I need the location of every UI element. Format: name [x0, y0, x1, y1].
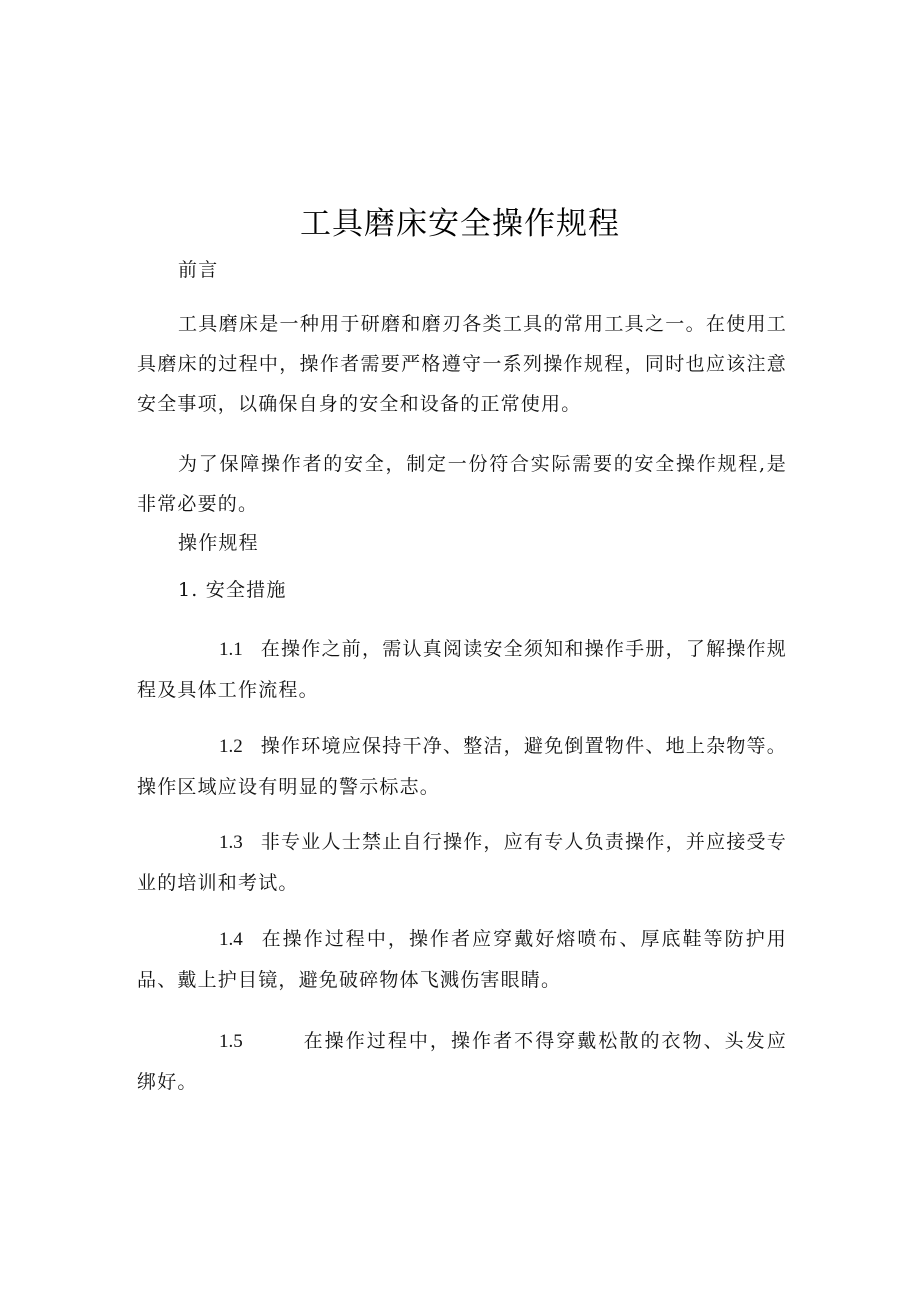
section-heading-safety-measures: 1. 安全措施 [178, 579, 287, 601]
item-text: 在操作过程中，操作者不得穿戴松散的衣物、头发应绑好。 [137, 1030, 787, 1093]
list-item [137, 726, 787, 807]
item-number: 1.1 [219, 639, 243, 660]
item-text: 在操作之前，需认真阅读安全须知和操作手册，了解操作规程及具体工作流程。 [137, 638, 787, 701]
intro-paragraph-1: 工具磨床是一种用于研磨和磨刃各类工具的常用工具之一。在使用工具磨床的过程中，操作者需要严格遵守一系列操作规程，同时也应该注意安全事项，以确保自身的安全和设备的正常使用。 [137, 313, 787, 415]
intro-paragraph-2: 为了保障操作者的安全，制定一份符合实际需要的安全操作规程,是非常必要的。 [137, 453, 787, 515]
list-item [137, 919, 787, 1000]
document-title: 工具磨床安全操作规程 [300, 206, 620, 242]
item-text: 非专业人士禁止自行操作，应有专人负责操作，并应接受专业的培训和考试。 [137, 831, 787, 894]
list-item [137, 822, 787, 903]
item-text: 操作环境应保持干净、整洁，避免倒置物件、地上杂物等。操作区域应设有明显的警示标志。 [137, 735, 787, 798]
list-item [137, 1021, 787, 1102]
item-number: 1.3 [219, 832, 243, 853]
procedures-heading: 操作规程 [178, 532, 259, 554]
list-item [137, 629, 787, 710]
item-number: 1.2 [219, 736, 243, 757]
preface-heading: 前言 [178, 259, 219, 281]
item-text: 在操作过程中，操作者应穿戴好熔喷布、厚底鞋等防护用品、戴上护目镜，避免破碎物体飞溅伤害眼睛。 [137, 928, 787, 991]
item-number: 1.5 [219, 1031, 243, 1052]
item-number: 1.4 [219, 929, 243, 950]
